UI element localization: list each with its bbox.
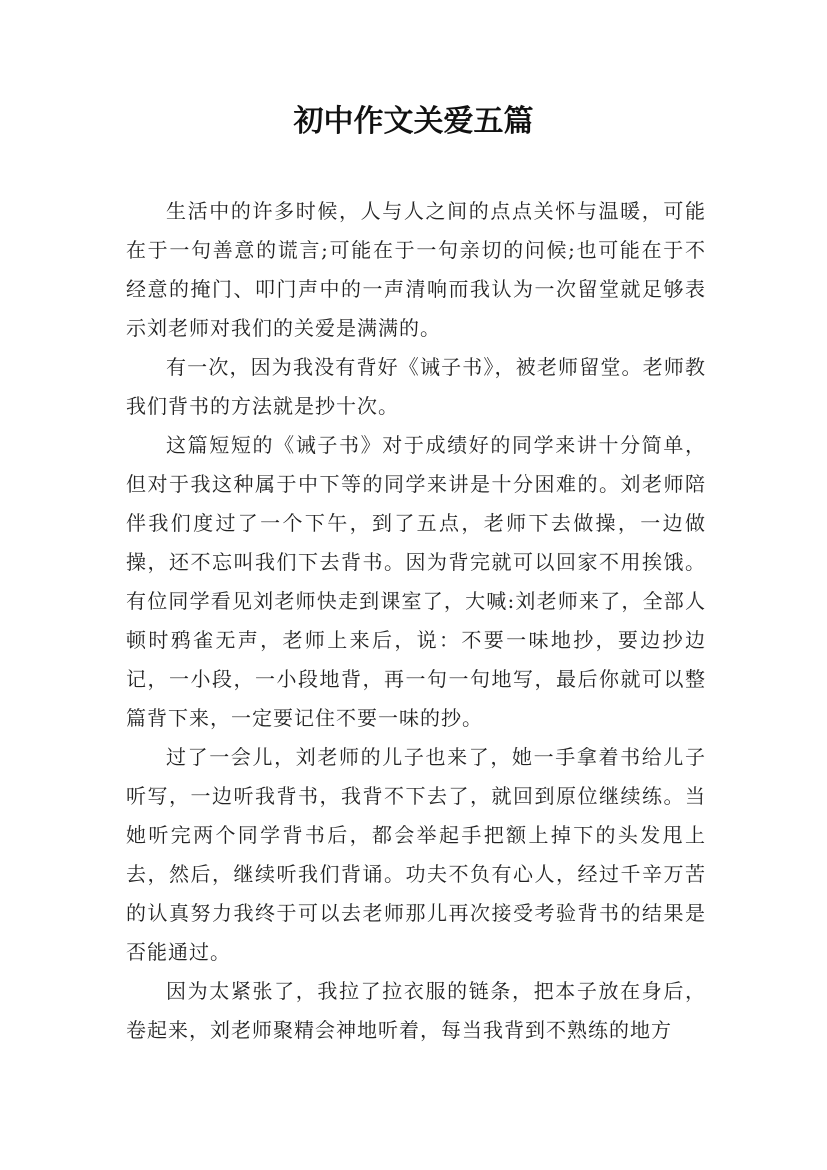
paragraph-2: 有一次，因为我没有背好《诫子书》，被老师留堂。老师教我们背书的方法就是抄十次。 [126,355,706,418]
paragraph-4: 过了一会儿，刘老师的儿子也来了，她一手拿着书给儿子听写，一边听我背书，我背不下去了，就回到原位继续练。当她听完两个同学背书后，都会举起手把额上掉下的头发甩上去，然后，继续听我们背诵。功夫不负有心人，经过千辛万苦的认真努力我终于可以去老师那儿再次接受考验背书的结果是否能通过。 [126,745,706,964]
paragraph-3: 这篇短短的《诫子书》对于成绩好的同学来讲十分简单，但对于我这种属于中下等的同学来讲是十分困难的。刘老师陪伴我们度过了一个下午，到了五点，老师下去做操，一边做操，还不忘叫我们下去背书。因为背完就可以回家不用挨饿。有位同学看见刘老师快走到课室了，大喊:刘老师来了，全部人顿时鸦雀无声，老师上来后，说：不要一味地抄，要边抄边记，一小段，一小段地背，再一句一句地写，最后你就可以整篇背下来，一定要记住不要一味的抄。 [126,433,706,730]
document-body [126,192,706,1050]
paragraph-5: 因为太紧张了，我拉了拉衣服的链条，把本子放在身后，卷起来，刘老师聚精会神地听着，每当我背到不熟练的地方 [126,979,706,1042]
document-title: 初中作文关爱五篇 [293,104,534,139]
paragraph-1: 生活中的许多时候，人与人之间的点点关怀与温暖，可能在于一句善意的谎言;可能在于一句亲切的问候;也可能在于不经意的掩门、叩门声中的一声清响而我认为一次留堂就足够表示刘老师对我们的关爱是满满的。 [126,199,706,340]
